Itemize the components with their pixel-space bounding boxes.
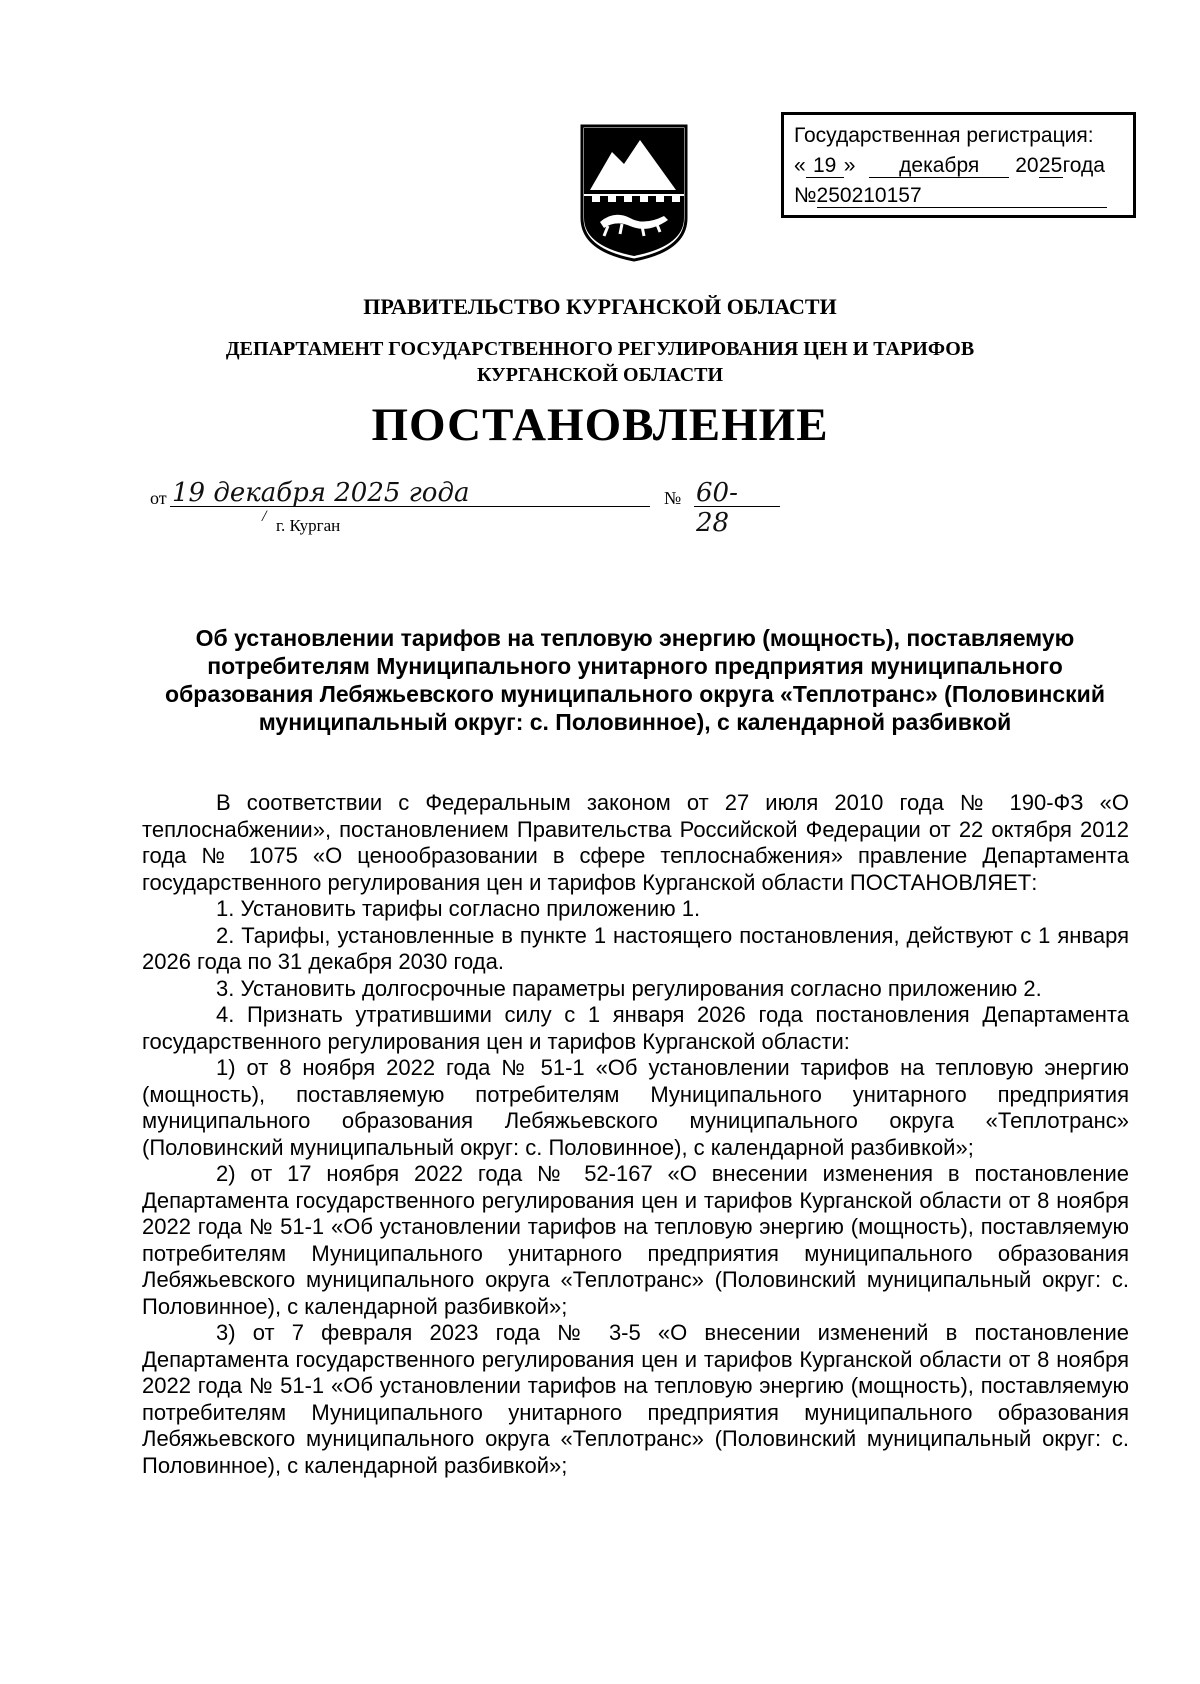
body-intro: В соответствии с Федеральным законом от 27 июля 2010 года № 190-ФЗ «О теплоснабжении», постановлением Правительства Российской Федерации от 22 октября 2012 года № 1075 «О ценообразовании в сфере теплоснабжения» правление Департамента государственного регулирования цен и тарифов Курганской области ПОСТАНОВЛЯЕТ: <box>142 790 1129 895</box>
date-prefix: от <box>150 488 167 508</box>
number-sign: № <box>664 488 682 508</box>
decree-number-handwritten: 60-28 <box>696 478 738 538</box>
body-subitem-2: 2) от 17 ноября 2022 года № 52-167 «О внесении изменения в постановление Департамента государственного регулирования цен и тарифов Курганской области от 8 ноября 2022 года № 51-1 «Об установлении тарифов на тепловую энергию (мощность), поставляемую потребителям Муниципального унитарного предприятия муниципального образования Лебяжьевского муниципального округа «Теплотранс» (Половинский муниципальный округ: с. Половинное), с календарной разбивкой»; <box>142 1161 1129 1319</box>
registration-year-prefix: 20 <box>1015 154 1039 177</box>
state-registration-box <box>781 112 1136 218</box>
decree-date-handwritten: 19 декабря 2025 года <box>172 478 470 508</box>
pen-stroke: / <box>262 508 267 525</box>
decree-date-row <box>150 478 738 544</box>
registration-number-label: № <box>794 184 817 207</box>
registration-title: Государственная регистрация: <box>794 124 1094 147</box>
department-name <box>0 336 1200 388</box>
decree-body <box>142 790 1129 1479</box>
decree-title: Об установлении тарифов на тепловую энергию (мощность), поставляемую потребителям Муниципального унитарного предприятия муниципального образования Лебяжьевского муниципального округа «Теплотранс» (Половинский муниципальный округ: с. Половинное), с календарной разбивкой <box>165 625 1105 735</box>
number-underline <box>694 506 780 507</box>
registration-year-word: года <box>1062 154 1105 177</box>
registration-date <box>794 151 1123 181</box>
date-underline <box>170 506 650 507</box>
registration-number: 250210157 <box>817 185 1107 208</box>
registration-day: 19 <box>806 155 844 178</box>
body-subitem-1: 1) от 8 ноября 2022 года № 51-1 «Об установлении тарифов на тепловую энергию (мощность), поставляемую потребителям Муниципального унитарного предприятия муниципального образования Лебяжьевского муниципального округа «Теплотранс» (Половинский муниципальный округ: с. Половинное), с календарной разбивкой»; <box>142 1055 1129 1160</box>
document-type: ПОСТАНОВЛЕНИЕ <box>371 399 829 451</box>
registration-number-row <box>794 181 1123 211</box>
quote-open: « <box>794 154 806 177</box>
quote-close: » <box>843 154 856 177</box>
registration-month: декабря <box>869 155 1009 178</box>
department-line-2: КУРГАНСКОЙ ОБЛАСТИ <box>476 364 724 386</box>
body-item-1: 1. Установить тарифы согласно приложению 1. <box>216 896 701 921</box>
body-item-4: 4. Признать утратившими силу с 1 января 2026 года постановления Департамента государственного регулирования цен и тарифов Курганской области: <box>142 1002 1129 1054</box>
department-line-1: ДЕПАРТАМЕНТ ГОСУДАРСТВЕННОГО РЕГУЛИРОВАНИЯ ЦЕН И ТАРИФОВ <box>225 338 975 360</box>
coat-of-arms-icon <box>578 122 690 262</box>
body-item-3: 3. Установить долгосрочные параметры регулирования согласно приложению 2. <box>216 975 1042 1001</box>
decree-city: г. Курган <box>276 516 341 535</box>
registration-year-suffix: 25 <box>1038 154 1063 177</box>
government-name: ПРАВИТЕЛЬСТВО КУРГАНСКОЙ ОБЛАСТИ <box>363 294 837 319</box>
body-subitem-3: 3) от 7 февраля 2023 года № 3-5 «О внесении изменений в постановление Департамента государственного регулирования цен и тарифов Курганской области от 8 ноября 2022 года № 51-1 «Об установлении тарифов на тепловую энергию (мощность), поставляемую потребителям Муниципального унитарного предприятия муниципального образования Лебяжьевского муниципального округа «Теплотранс» (Половинский муниципальный округ: с. Половинное), с календарной разбивкой»; <box>142 1320 1129 1478</box>
body-item-2: 2. Тарифы, установленные в пункте 1 настоящего постановления, действуют с 1 января 2026 года по 31 декабря 2030 года. <box>142 922 1129 974</box>
